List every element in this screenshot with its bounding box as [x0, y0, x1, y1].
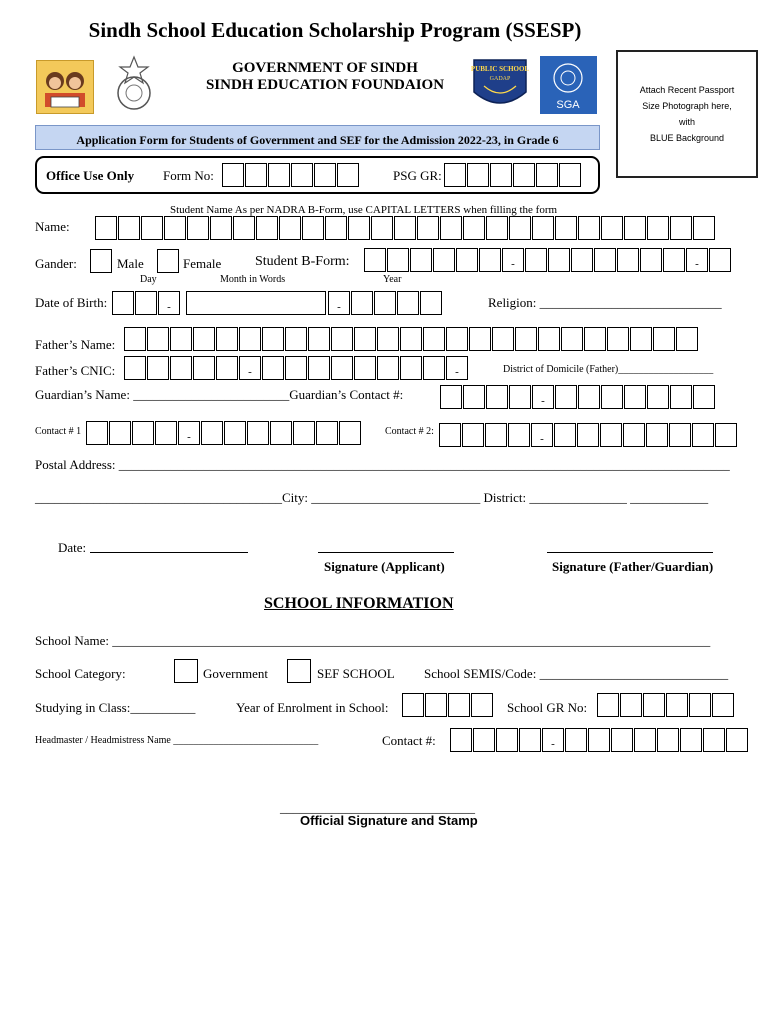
- father-name-label: Father’s Name:: [35, 337, 116, 352]
- name-instruction: Student Name As per NADRA B-Form, use CAPITAL LETTERS when filling the form: [170, 204, 558, 216]
- school-logo-text-1: PUBLIC SCHOOL: [470, 65, 530, 73]
- year-enrolment-label: Year of Enrolment in School:: [236, 700, 389, 715]
- page-title: Sindh School Education Scholarship Program (SSESP): [88, 18, 582, 42]
- form-no-label: Form No:: [163, 168, 214, 183]
- dob-label: Date of Birth:: [35, 295, 108, 310]
- dob-year-boxes[interactable]: [328, 291, 443, 315]
- religion-field[interactable]: Religion: ____________________________: [488, 295, 722, 310]
- sga-logo: [540, 56, 597, 114]
- contact-2-label: Contact # 2:: [385, 426, 434, 437]
- contact-1-boxes[interactable]: [86, 421, 362, 445]
- photo-instruction-3: with: [678, 117, 695, 127]
- dob-day-boxes[interactable]: [112, 291, 181, 315]
- office-use-label: Office Use Only: [46, 168, 135, 183]
- day-label: Day: [140, 274, 157, 285]
- school-gr-label: School GR No:: [507, 700, 588, 715]
- female-checkbox[interactable]: [157, 249, 179, 273]
- guardian-contact-boxes[interactable]: [440, 385, 716, 409]
- photo-instruction-2: Size Photograph here,: [642, 101, 732, 111]
- month-label: Month in Words: [220, 274, 286, 285]
- father-signature-label: Signature (Father/Guardian): [552, 559, 714, 574]
- bform-label: Student B-Form:: [255, 254, 350, 269]
- bform-dash-2: -: [686, 248, 708, 272]
- date-label: Date:: [58, 540, 87, 555]
- contact-1-dash: -: [178, 421, 200, 445]
- applicant-signature-label: Signature (Applicant): [324, 559, 445, 574]
- public-school-gadap-logo: [470, 56, 530, 114]
- photo-instruction-4: BLUE Background: [649, 133, 725, 143]
- dob-month-field[interactable]: [186, 291, 326, 315]
- government-heading: [150, 60, 500, 94]
- applicant-signature-line[interactable]: [318, 552, 454, 553]
- school-info-heading: SCHOOL INFORMATION: [264, 595, 454, 612]
- dob-dash-1: -: [158, 291, 180, 315]
- kids-reading-logo: [36, 60, 94, 114]
- father-name-boxes[interactable]: [124, 327, 699, 351]
- cnic-dash-1: -: [239, 356, 261, 380]
- contact-2-dash: -: [531, 423, 553, 447]
- father-signature-line[interactable]: [547, 552, 713, 553]
- school-contact-boxes[interactable]: [450, 728, 749, 752]
- name-label: Name:: [35, 219, 70, 234]
- domicile-field[interactable]: District of Domicile (Father)___________________: [503, 364, 714, 375]
- cnic-dash-2: -: [446, 356, 468, 380]
- passport-photo-box: [616, 50, 758, 178]
- school-semis-field[interactable]: School SEMIS/Code: _____________________________: [424, 666, 729, 681]
- gender-label: Gander:: [35, 256, 77, 271]
- male-checkbox[interactable]: [90, 249, 112, 273]
- headmaster-name-field[interactable]: Headmaster / Headmistress Name _____________________________: [35, 735, 319, 746]
- bform-boxes[interactable]: [364, 248, 732, 272]
- female-label: Female: [183, 256, 222, 271]
- male-label: Male: [117, 256, 144, 271]
- city-district-field[interactable]: ______________________________________City: __________________________ District: _______________ ____________: [35, 490, 709, 505]
- psg-gr-boxes[interactable]: [444, 163, 582, 187]
- contact-1-label: Contact # 1: [35, 426, 82, 437]
- guardian-name-field[interactable]: Guardian’s Name: ________________________Guardian’s Contact #:: [35, 387, 404, 402]
- date-line[interactable]: [90, 552, 248, 553]
- government-label: Government: [203, 666, 268, 681]
- school-contact-label: Contact #:: [382, 733, 436, 748]
- gov-line-1: GOVERNMENT OF SINDH: [232, 60, 418, 76]
- application-banner: Application Form for Students of Government and SEF for the Admission 2022-23, in Grade 6: [35, 125, 600, 150]
- photo-instruction-1: Attach Recent Passport: [639, 85, 735, 95]
- sga-logo-text: SGA: [556, 99, 580, 111]
- form-no-boxes[interactable]: [222, 163, 360, 187]
- school-category-label: School Category:: [35, 666, 126, 681]
- government-checkbox[interactable]: [174, 659, 198, 683]
- psg-gr-label: PSG GR:: [393, 168, 442, 183]
- official-signature-label: Official Signature and Stamp: [300, 813, 478, 828]
- school-logo-text-2: GADAP: [489, 76, 511, 82]
- name-boxes[interactable]: [95, 216, 716, 240]
- sef-school-checkbox[interactable]: [287, 659, 311, 683]
- guardian-contact-dash: -: [532, 385, 554, 409]
- official-signature-line[interactable]: ______________________________: [280, 800, 475, 815]
- school-contact-dash: -: [542, 728, 564, 752]
- father-cnic-label: Father’s CNIC:: [35, 363, 116, 378]
- father-cnic-boxes[interactable]: [124, 356, 469, 380]
- school-name-field[interactable]: School Name: ____________________________________________________________________________________________: [35, 633, 711, 648]
- contact-2-boxes[interactable]: [439, 423, 738, 447]
- sef-school-label: SEF SCHOOL: [317, 666, 395, 681]
- year-label: Year: [383, 274, 402, 285]
- year-enrolment-boxes[interactable]: [402, 693, 494, 717]
- studying-class-field[interactable]: Studying in Class:__________: [35, 700, 196, 715]
- dob-dash-2: -: [328, 291, 350, 315]
- bform-dash-1: -: [502, 248, 524, 272]
- gov-line-2: SINDH EDUCATION FOUNDAION: [205, 77, 445, 93]
- school-gr-boxes[interactable]: [597, 693, 735, 717]
- postal-address-field[interactable]: Postal Address: ______________________________________________________________________________________________: [35, 457, 730, 472]
